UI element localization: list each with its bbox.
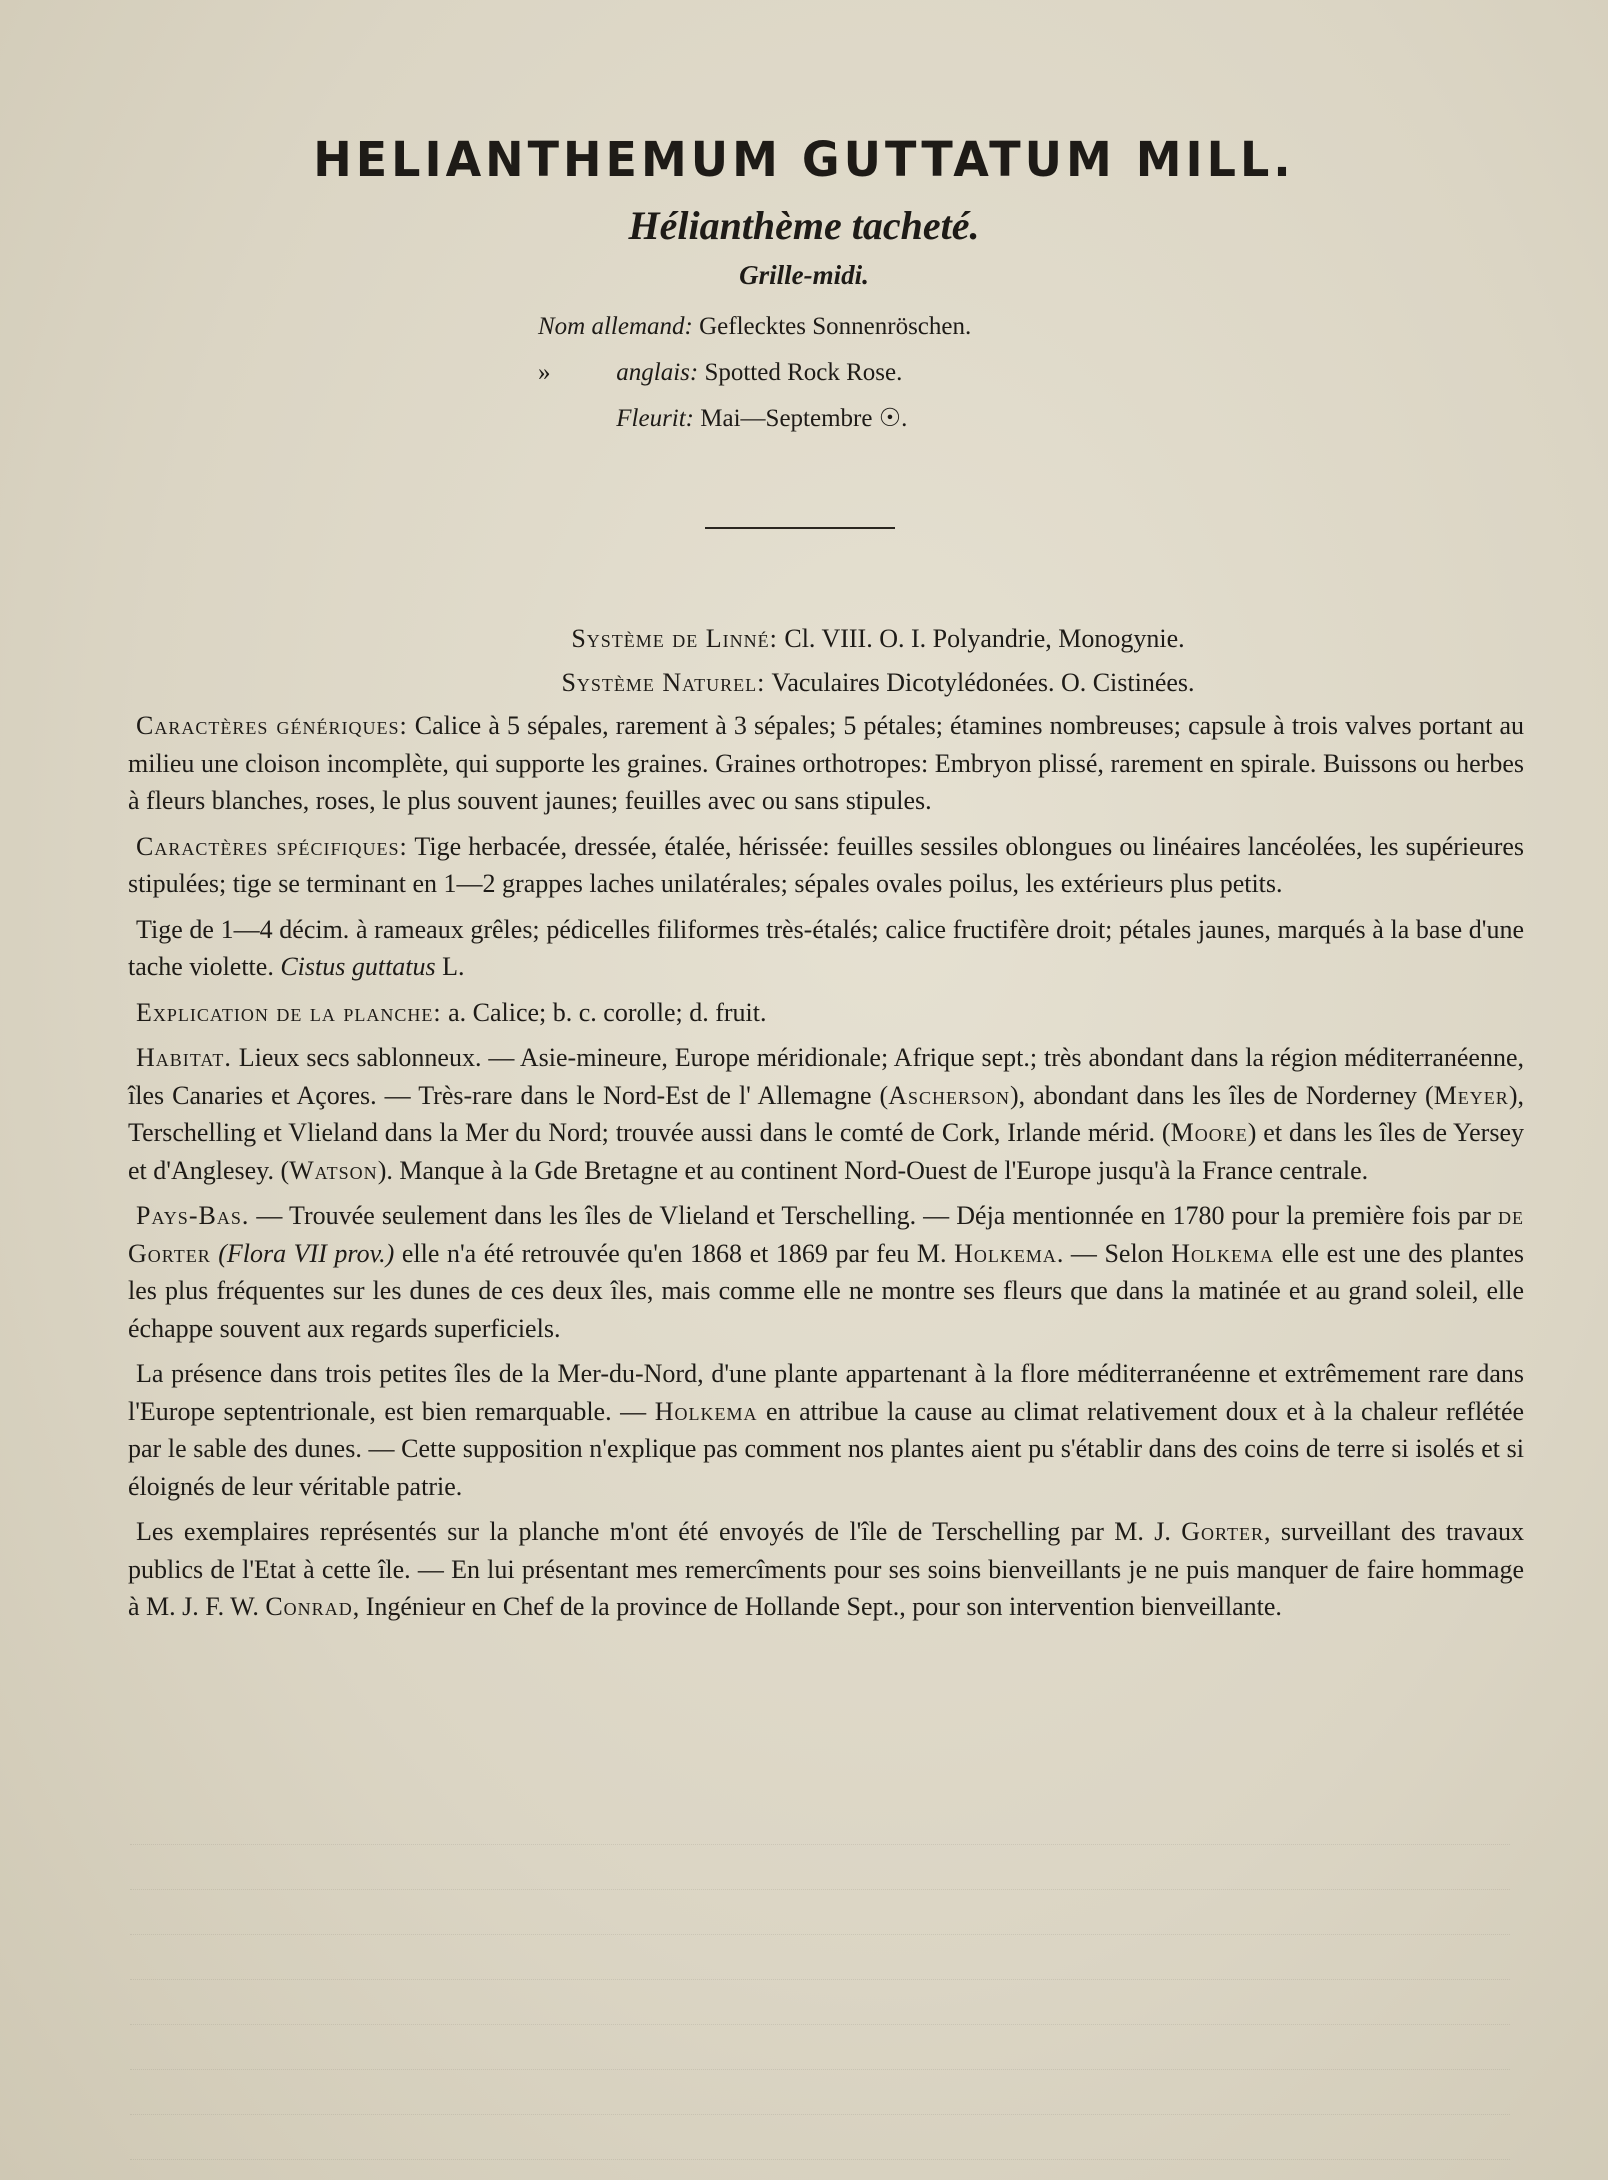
natural-text: Vaculaires Dicotylédonées. O. Cistinées. [771,667,1195,697]
flowering-row [538,396,971,442]
common-names [538,304,971,442]
flora-reference: (Flora VII prov.) [218,1238,395,1268]
netherlands-text-4: elle est une des plantes les plus fréquentes sur les dunes de ces deux îles, mais comme elle ne montre ses fleurs que dans la matinée et au grand soleil, elle échappe souvent aux regards superficiels. [128,1238,1524,1343]
author-moore: Moore [1170,1118,1248,1147]
author-ascherson: Ascherson [888,1080,1011,1110]
synonym-author: L. [442,952,465,981]
netherlands-text-1: — Trouvée seulement dans les îles de Vlieland et Terschelling. — Déja mentionnée en 1780 pour la première fois par [256,1201,1491,1230]
author-holkema-2: Holkema [1171,1238,1275,1268]
author-watson: Watson [289,1155,378,1185]
netherlands-label: Pays-Bas. [136,1201,250,1230]
author-meyer: Meyer [1433,1080,1509,1110]
english-name-row [538,350,971,396]
specific-characters [128,828,1524,903]
netherlands-text-2: elle n'a été retrouvée qu'en 1868 et 1869 par feu M. [401,1238,947,1268]
german-label: Nom allemand: [538,313,693,340]
generic-text: Calice à 5 sépales, rarement à 3 sépales; 5 pétales; étamines nombreuses; capsule à trois valves portant au milieu une cloison incomplète, qui supporte les graines. Graines orthotropes: Embryon plissé, rarement en spirale. Buissons ou herbes à fleurs blanches, roses, le plus souvent jaunes; feuilles avec ou sans stipules. [128,711,1524,815]
linne-label: Système de Linné: [571,624,778,653]
author-de-gorter: de Gorter [128,1201,1524,1268]
ditto-mark: » [538,359,551,386]
synonym: Cistus guttatus [280,952,436,981]
flowering-period: Mai—Septembre ☉. [700,405,908,432]
document-body [128,620,1524,1634]
author-holkema: Holkema [954,1238,1057,1268]
author-gorter: Gorter [1181,1517,1264,1546]
author-conrad: Conrad [265,1592,353,1621]
specimens-text-1: Les exemplaires représentés sur la planche m'ont été envoyés de l'île de Terschelling par M. J. [136,1517,1171,1546]
german-name: Geflecktes Sonnenröschen. [699,313,972,340]
divider-rule [705,527,895,529]
plate-label: Explication de la planche: [136,997,442,1027]
natural-label: Système Naturel: [561,667,766,697]
plate-text: a. Calice; b. c. corolle; d. fruit. [448,997,767,1027]
presence-text-2: en attribue la cause au climat relativement doux et à la chaleur reflétée par le sable des dunes. — Cette supposition n'explique pas comment nos plantes aient pu s'établir dans des coins de terre si isolés et si éloignés de leur véritable patrie. [128,1396,1525,1501]
habitat-label: Habitat. [136,1043,232,1072]
habitat-text-1: Lieux secs sablonneux. — Asie-mineure, Europe méridionale; Afrique sept.; très abondant dans la région méditerranéenne, îles Canaries et Açores. — Très-rare dans le Nord-Est de l' Allemagne ( [128,1043,1524,1110]
presence-text-1: La présence dans trois petites îles de la Mer-du-Nord, d'une plante appartenant à la flore méditerranéenne et extrêmement rare dans l'Europe septentrionale, est bien remarquable. — [128,1359,1524,1426]
specific-text: Tige herbacée, dressée, étalée, hérissée: feuilles sessiles oblongues ou linéaires lancéolées, les supérieures stipulées; tige se terminant en 1—2 grappes laches unilatérales; sépales ovales poilus, les extérieurs plus petits. [128,831,1525,898]
specimens-paragraph [128,1513,1524,1626]
netherlands-text-3: . — Selon [1056,1238,1164,1268]
show-through-texture [130,1800,1510,2160]
linne-text: Cl. VIII. O. I. Polyandrie, Monogynie. [784,624,1185,653]
stem-description [128,911,1524,986]
specimens-text-3: , Ingénieur en Chef de la province de Hollande Sept., pour son intervention bienveillante. [352,1592,1282,1621]
author-holkema-3: Holkema [654,1396,758,1426]
generic-label: Caractères génériques: [136,711,408,740]
english-label: anglais: [616,359,699,386]
page-title: HELIANTHEMUM GUTTATUM MILL. [313,130,1295,188]
family-name: Grille-midi. [739,260,869,290]
english-name: Spotted Rock Rose. [704,359,903,386]
habitat-text-2: ), abondant dans les îles de Norderney ( [1010,1080,1434,1110]
specimens-text-2: , surveillant des travaux publics de l'Etat à cette île. — En lui présentant mes remercîments pour ses soins bienveillants je ne puis manquer de faire hommage à M. J. F. W. [128,1517,1524,1621]
habitat-text-3: ), Terschelling et Vlieland dans la Mer du Nord; trouvée aussi dans le comté de Cork, Irlande mérid. ( [128,1080,1524,1147]
stem-text: Tige de 1—4 décim. à rameaux grêles; pédicelles filiformes très-étalés; calice fructifère droit; pétales jaunes, marqués à la base d'une tache violette. [128,914,1524,981]
presence-paragraph [128,1355,1524,1505]
netherlands-paragraph [128,1197,1524,1347]
flowering-label: Fleurit: [616,405,695,432]
natural-system [128,664,1524,702]
french-name: Hélianthème tacheté. [628,203,980,248]
specific-label: Caractères spécifiques: [136,831,408,861]
plate-explanation [128,994,1524,1032]
german-name-row [538,304,971,350]
generic-characters [128,707,1524,820]
habitat-text-5: ). Manque à la Gde Bretagne et au continent Nord-Ouest de l'Europe jusqu'à la France centrale. [377,1155,1369,1185]
habitat-paragraph [128,1039,1524,1189]
habitat-text-4: ) et dans les îles de Yersey et d'Anglesey. ( [128,1118,1524,1185]
linne-system [128,620,1524,658]
